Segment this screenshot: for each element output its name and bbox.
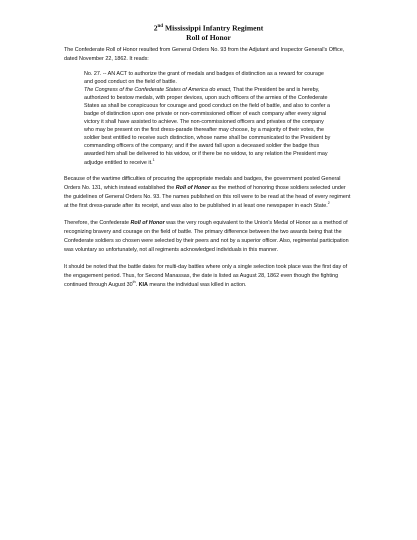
para3-text-b: was the very rough equivalent to the Union's Medal of Honor as a method of recognizing bravery and courage on the field of battle. The primary difference between the two awards being that the Confederate soldiers so chosen were selected by their peers and not by a superior officer. Also, regimental participation was voluntary so unfortunately, not all regiments acknowledged individuals in this manner. (64, 219, 349, 253)
act-body-text: That the President be and is hereby, authorized to bestow medals, with proper devices, upon such officers of the armies of the Confederate States as shall be conspicuous for courage and good conduct on the field of battle, and also to confer a badge of distinction upon one private or non-commissioned officer of each company after every signal victory it shall have assisted to achieve. The non-commissioned officers and privates of the company who may be present on the first dress-parade thereafter may choose, by a majority of their votes, the soldier best entitled to receive such distinction, whose name shall be communicated to the President by commanding officers of the company; and if the award fall upon a deceased soldier the badge thus awarded him shall be delivered to his widow, or if there be no widow, to any relation the President may adjudge entitled to receive it. (84, 86, 331, 166)
kia-term: KIA (138, 281, 148, 288)
footnote-marker-1: 1 (152, 157, 155, 162)
intro-paragraph: The Confederate Roll of Honor resulted from General Orders No. 93 from the Adjutant and Inspector General's Office, dated November 22, 1862. It reads: (64, 46, 345, 62)
title-line-regiment (64, 22, 353, 33)
ordinal-suffix: th (132, 279, 136, 284)
title-ordinal-suffix: nd (157, 24, 164, 29)
paragraph-medal-comparison (64, 219, 353, 255)
para2-text-a: Because of the wartime difficulties of procuring the appropriate medals and badges, the government posted General Orders No. 131, which instead established the (64, 175, 341, 191)
act-heading: No. 27. -- AN ACT to authorize the grant of medals and badges of distinction as a reward for courage and good conduct on the field of battle. (84, 70, 324, 85)
act-enacting-clause: The Congress of the Confederate States of America do enact, (84, 86, 232, 93)
act-body (84, 86, 333, 167)
roll-of-honor-term: Roll of Honor (130, 219, 165, 226)
act-quotation (84, 70, 333, 167)
title-number: 2 (153, 23, 158, 33)
title-regiment-name: Mississippi Infantry Regiment (163, 23, 264, 33)
para4-text-a: It should be noted that the battle dates for multi-day battles where only a single selection took place was the first day of the engagement period. Thus, for Second Manassas, the date is listed as August 28, 1862 even though the fighting continued through August 30 (64, 263, 348, 288)
document-title (64, 22, 353, 42)
roll-of-honor-term: Roll of Honor (175, 184, 210, 191)
paragraph-battle-dates (64, 263, 353, 290)
para3-text-a: Therefore, the Confederate (64, 219, 131, 226)
para4-text-c: means the individual was killed in action. (147, 281, 247, 288)
para2-text-b: as the method of honoring those soldiers selected under the guidelines of General Orders No. 93. The names published on this roll were to be read at the head of every regiment at the first dress-parade after its receipt, and was also to be published in at least one newspaper in each State. (64, 184, 351, 209)
paragraph-general-orders (64, 175, 353, 211)
para4-text-b: . (135, 281, 139, 288)
title-line-roll: Roll of Honor (186, 32, 231, 42)
footnote-marker-2: 2 (327, 200, 330, 205)
